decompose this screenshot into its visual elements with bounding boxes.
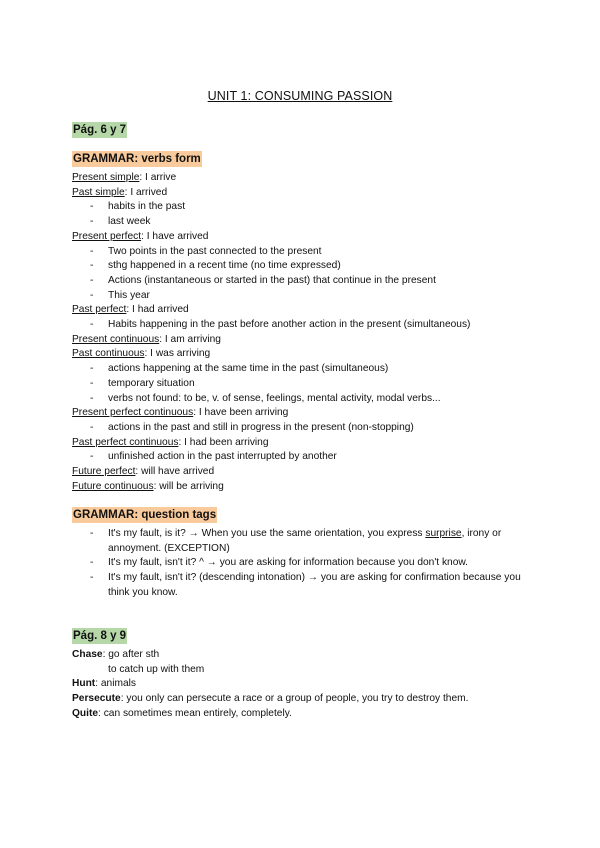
bullet-item: - last week bbox=[72, 215, 542, 230]
page-6-7-heading bbox=[72, 122, 127, 139]
tense-name: Past perfect bbox=[72, 304, 127, 316]
tag-underlined: surprise bbox=[425, 528, 462, 539]
vocab-entry bbox=[72, 692, 542, 707]
tense-line bbox=[72, 303, 542, 318]
tense-name: Past perfect continuous bbox=[72, 436, 179, 448]
grammar-verbs-heading bbox=[72, 151, 202, 168]
tense-example: : I had arrived bbox=[126, 304, 189, 316]
question-tag-item bbox=[72, 527, 542, 556]
vocab-term: Quite bbox=[72, 707, 99, 719]
tense-name: Past simple bbox=[72, 186, 125, 198]
vocab-definition: : animals bbox=[95, 678, 136, 690]
bullet-item: - This year bbox=[72, 289, 542, 304]
tense-name: Present perfect continuous bbox=[72, 407, 194, 419]
vocab-term: Persecute bbox=[72, 693, 121, 705]
question-tag-item bbox=[72, 556, 542, 571]
grammar-tags-heading bbox=[72, 507, 217, 524]
bullet-item: - habits in the past bbox=[72, 200, 542, 215]
tense-example: : will have arrived bbox=[135, 466, 215, 478]
tense-line bbox=[72, 171, 542, 186]
page-8-9-heading bbox=[72, 628, 127, 645]
tense-name: Future perfect bbox=[72, 466, 136, 478]
tense-name: Past continuous bbox=[72, 348, 145, 360]
bullet-item: - unfinished action in the past interrupted by another bbox=[72, 450, 542, 465]
vocab-continuation: to catch up with them bbox=[108, 663, 205, 675]
tense-example: : I am arriving bbox=[159, 333, 221, 345]
tense-line bbox=[72, 347, 542, 362]
tense-example: : I have arrived bbox=[141, 230, 209, 242]
vocab-entry bbox=[72, 677, 542, 692]
tense-line bbox=[72, 186, 542, 201]
bullet-item: - Actions (instantaneous or started in the past) that continue in the present bbox=[72, 274, 542, 289]
vocab-entry bbox=[72, 648, 542, 663]
verb-forms-list bbox=[72, 171, 542, 494]
tense-example: : I had been arriving bbox=[178, 436, 269, 448]
tense-line bbox=[72, 436, 542, 451]
tense-example: : I have been arriving bbox=[193, 407, 289, 419]
tense-line bbox=[72, 406, 542, 421]
tense-name: Present continuous bbox=[72, 333, 160, 345]
tense-line bbox=[72, 333, 542, 348]
tense-example: : I was arriving bbox=[144, 348, 211, 360]
bullet-item: - Two points in the past connected to the present bbox=[72, 245, 542, 260]
grammar-heading-label: GRAMMAR: question tags bbox=[73, 509, 217, 521]
tense-line bbox=[72, 465, 542, 480]
tag-text: It's my fault, is it? → When you use the same orientation, you express bbox=[108, 528, 426, 539]
bullet-item: - Habits happening in the past before another action in the present (simultaneous) bbox=[72, 318, 542, 333]
tense-name: Present simple bbox=[72, 172, 140, 183]
grammar-heading-label: GRAMMAR: verbs form bbox=[73, 153, 201, 165]
vocab-term: Hunt bbox=[72, 678, 96, 690]
tense-line bbox=[72, 230, 542, 245]
bullet-item: - actions happening at the same time in the past (simultaneous) bbox=[72, 362, 542, 377]
vocab-definition: : you only can persecute a race or a group of people, you try to destroy them. bbox=[120, 693, 469, 705]
tag-text: It's my fault, isn't it? (descending intonation) → you are asking for confirmation because you think you know. bbox=[108, 572, 521, 598]
vocab-definition: : can sometimes mean entirely, completely. bbox=[98, 707, 292, 719]
bullet-item: - verbs not found: to be, v. of sense, feelings, mental activity, modal verbs... bbox=[72, 392, 542, 407]
question-tag-item bbox=[72, 571, 542, 600]
page-label: Pág. 6 y 7 bbox=[73, 124, 127, 136]
tag-text-after: , irony or annoyment. (EXCEPTION) bbox=[108, 528, 502, 554]
tense-name: Present perfect bbox=[72, 230, 142, 242]
document-title: UNIT 1: CONSUMING PASSION bbox=[207, 89, 393, 103]
bullet-item: - temporary situation bbox=[72, 377, 542, 392]
tense-name: Future continuous bbox=[72, 480, 154, 492]
tense-example: : I arrived bbox=[124, 186, 168, 198]
vocab-term: Chase bbox=[72, 649, 103, 660]
vocabulary-list bbox=[72, 648, 542, 722]
tense-example: : will be arriving bbox=[153, 480, 224, 492]
question-tags-list bbox=[72, 527, 542, 601]
vocab-definition: : go after sth bbox=[102, 649, 160, 660]
tense-example: : I arrive bbox=[139, 172, 177, 183]
bullet-item: - sthg happened in a recent time (no time expressed) bbox=[72, 259, 542, 274]
bullet-item: - actions in the past and still in progress in the present (non-stopping) bbox=[72, 421, 542, 436]
page-label: Pág. 8 y 9 bbox=[73, 630, 127, 642]
vocab-entry bbox=[72, 707, 542, 722]
tag-text: It's my fault, isn't it? ^ → you are asking for information because you don't know. bbox=[108, 557, 468, 569]
tense-line bbox=[72, 480, 542, 495]
